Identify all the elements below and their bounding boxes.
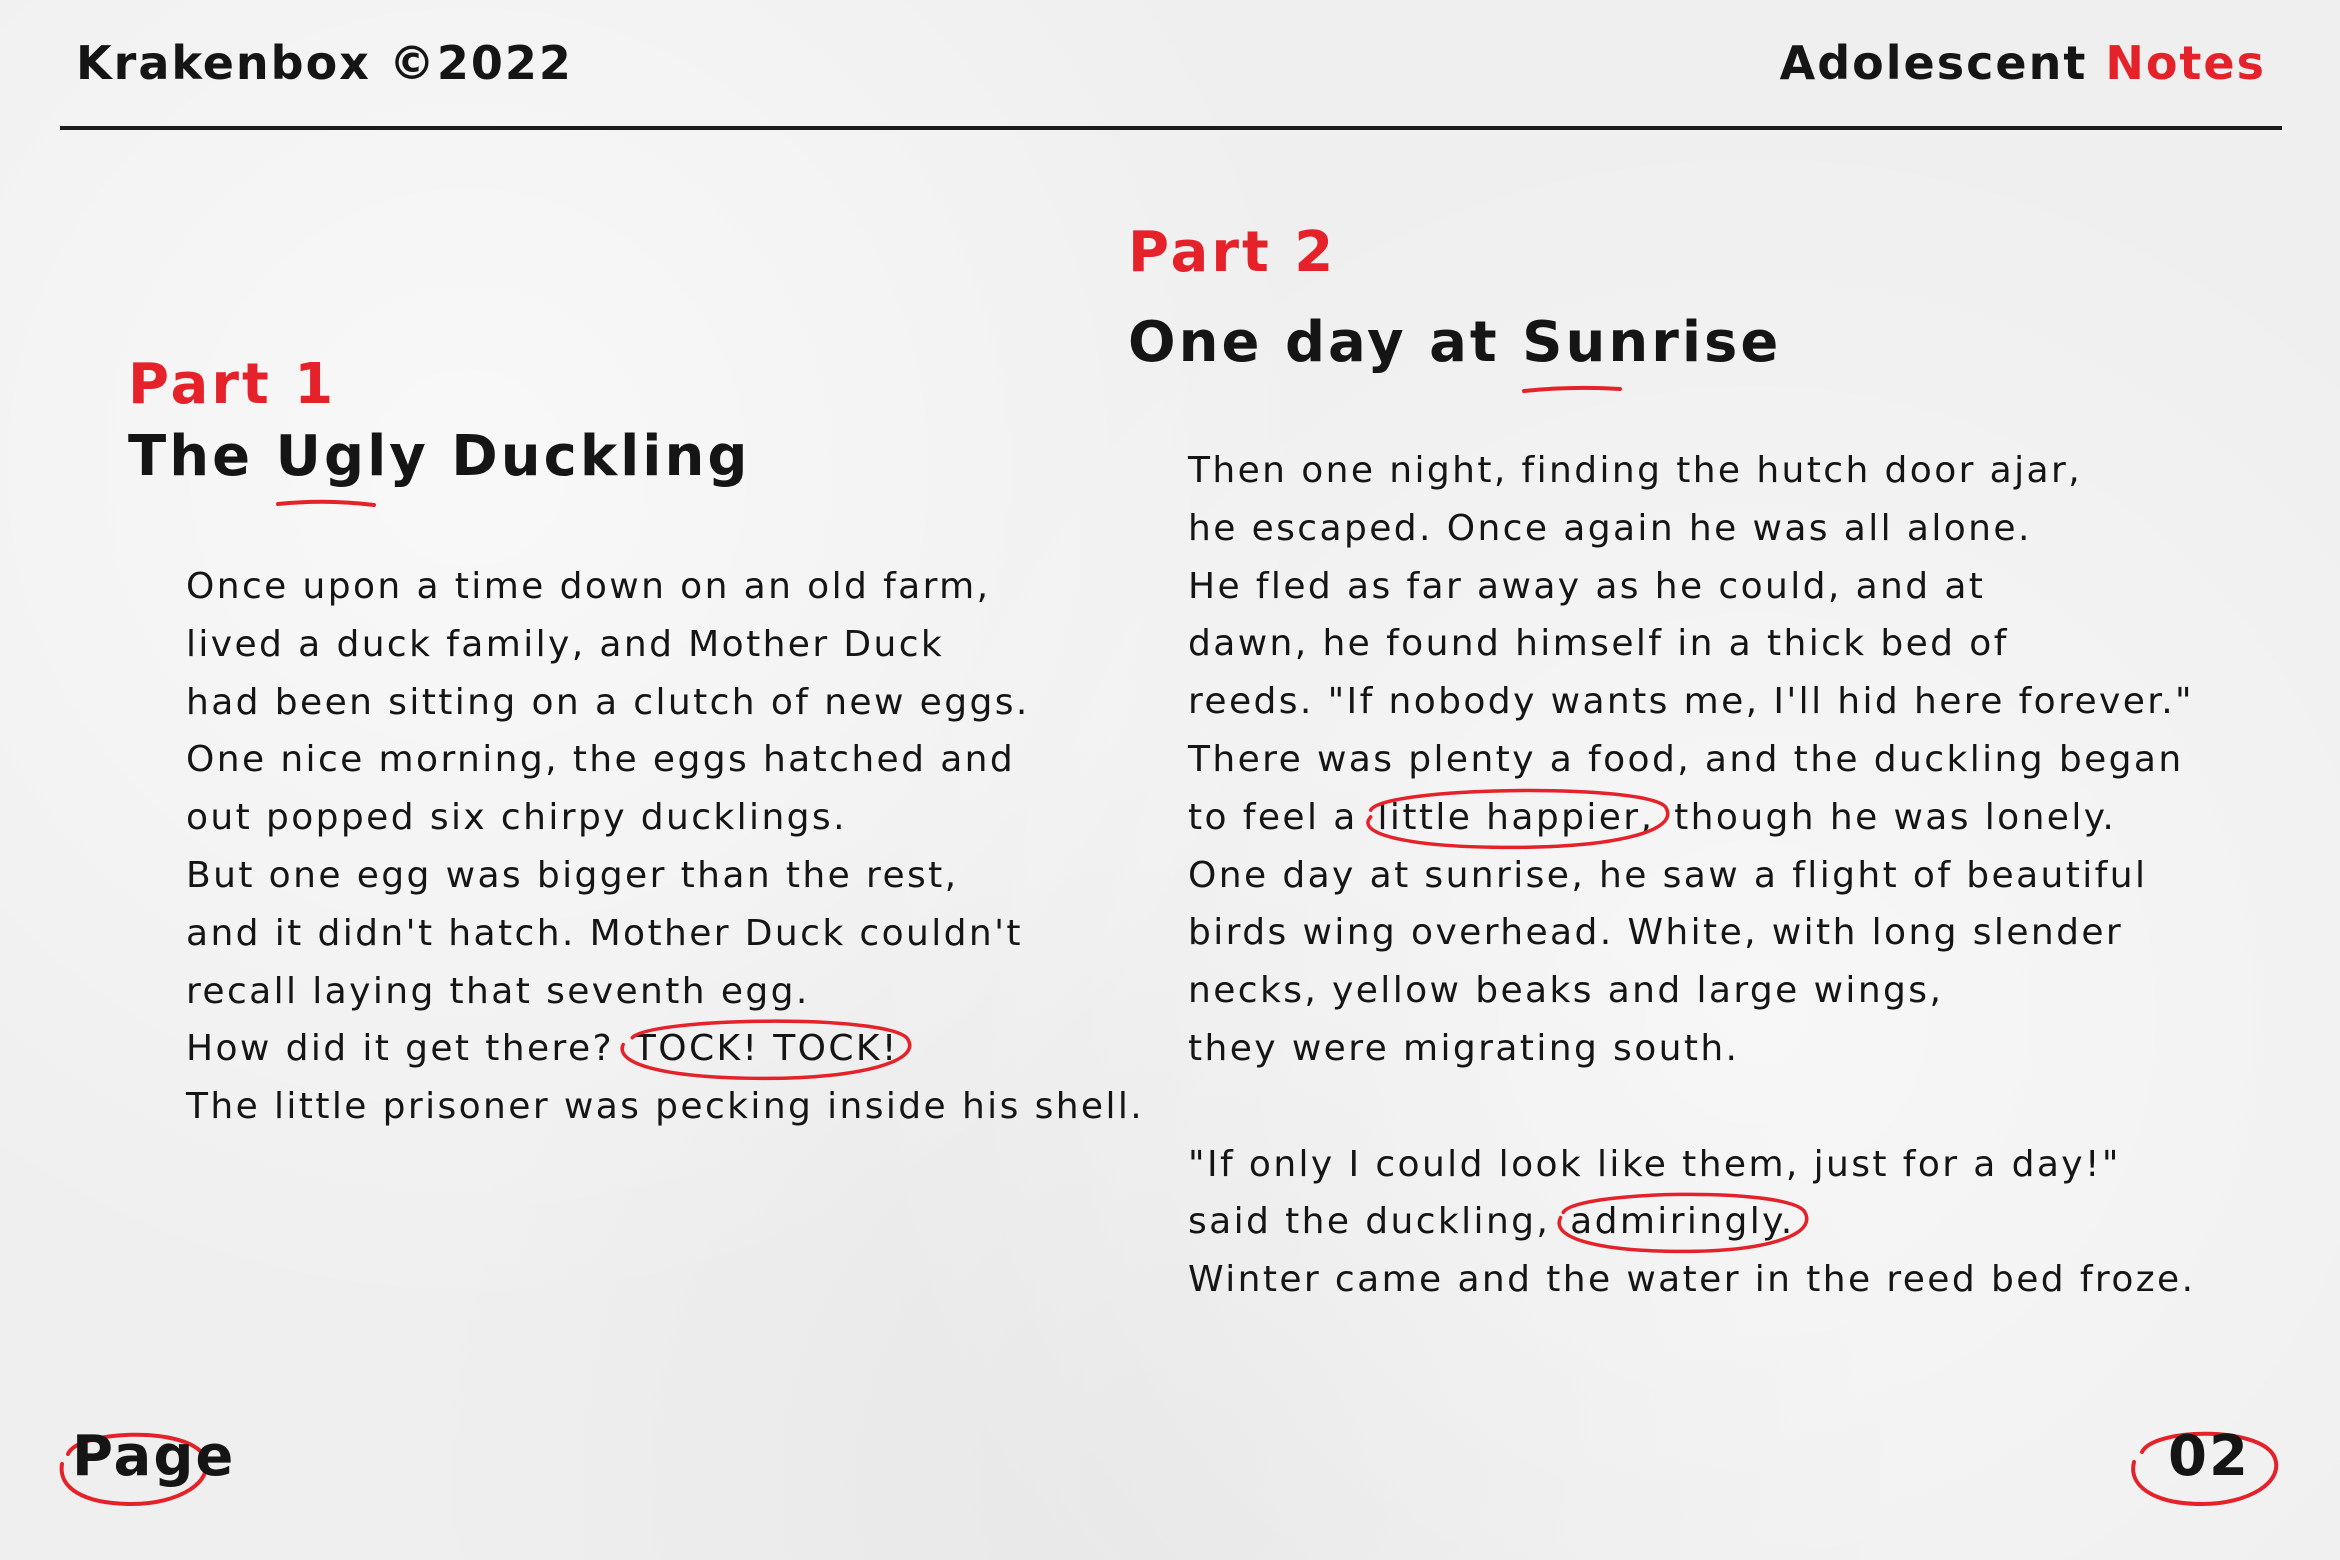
part1-line: One nice morning, the eggs hatched and [186,739,1016,781]
part1-line-text: How did it get there? [186,1028,628,1070]
header-title-accent: Notes [2105,36,2266,90]
circled-phrase-text: admiringly. [1570,1201,1795,1243]
circled-phrase [1564,1193,1800,1251]
part2-label: Part 2 [1128,220,1337,285]
part1-line: recall laying that seventh egg. [186,970,810,1012]
header-divider [60,126,2282,130]
part1-line: Once upon a time down on an old farm, [186,566,991,607]
part2-line-text: to feel a [1188,796,1372,838]
part2-title-pre: One day at [1128,310,1523,375]
header-title-main: Adolescent [1779,36,2088,90]
part2-line: There was plenty a food, and the duckling began [1188,738,2184,780]
part2-title-highlight-text: Sunrise [1522,310,1782,375]
part1-line: and it didn't hatch. Mother Duck couldn't [186,912,1023,954]
part2-line: Then one night, finding the hutch door ajar, [1188,450,2083,491]
part2-line: One day at sunrise, he saw a flight of beautiful [1188,854,2148,896]
part1-title-pre: The [128,424,276,489]
circled-phrase [1372,789,1661,847]
part1-underline [276,495,376,511]
part2-title [1128,310,1781,375]
part1-body [186,558,1144,1136]
part2-line [1188,1193,2195,1251]
blank-line [1188,1078,2195,1136]
part1-line: had been sitting on a clutch of new eggs. [186,681,1030,723]
part1-title-post: Duckling [428,424,751,489]
circled-phrase-text: little happier, [1377,796,1655,838]
part1-line [186,1020,1144,1078]
part1-line: The little prisoner was pecking inside his shell. [186,1086,1145,1128]
part1-line: But one egg was bigger than the rest, [186,854,959,896]
red-circle-annotation [1550,1187,1814,1255]
circled-phrase [628,1020,905,1078]
part1-title-highlight-text: Ugly [275,424,429,489]
part2-line: Winter came and the water in the reed bed froze. [1188,1259,2196,1301]
part1-label: Part 1 [128,352,337,417]
part2-line: he escaped. Once again he was all alone. [1188,507,2032,549]
red-circle-annotation [614,1014,919,1082]
page-label: Page [72,1424,236,1489]
part1-line: out popped six chirpy ducklings. [186,797,847,839]
part2-line: necks, yellow beaks and large wings, [1188,970,1944,1012]
part2-line: He fled as far away as he could, and at [1188,565,1986,607]
part2-line: dawn, he found himself in a thick bed of [1188,623,2009,665]
part2-line: reeds. "If nobody wants me, I'll hid here forever." [1188,681,2194,723]
part1-line: lived a duck family, and Mother Duck [186,623,945,665]
part1-title-highlight [276,424,429,489]
red-circle-annotation [1358,783,1675,851]
header-title [1780,36,2266,90]
brand-copyright: Krakenbox ©2022 [76,36,573,90]
part2-line: "If only I could look like them, just for a day!" [1188,1143,2121,1185]
part2-line-text: said the duckling, [1188,1201,1565,1243]
page-number: 02 [2168,1424,2250,1489]
circled-phrase-text: TOCK! TOCK! [633,1028,899,1070]
part2-line-text: though he was lonely. [1660,796,2117,838]
part1-title [128,424,750,489]
part2-underline [1522,381,1622,397]
part2-line: they were migrating south. [1188,1027,1740,1069]
part2-title-highlight [1522,310,1781,375]
part2-body [1188,442,2195,1309]
part2-line [1188,789,2195,847]
part2-line: birds wing overhead. White, with long slender [1188,912,2124,954]
